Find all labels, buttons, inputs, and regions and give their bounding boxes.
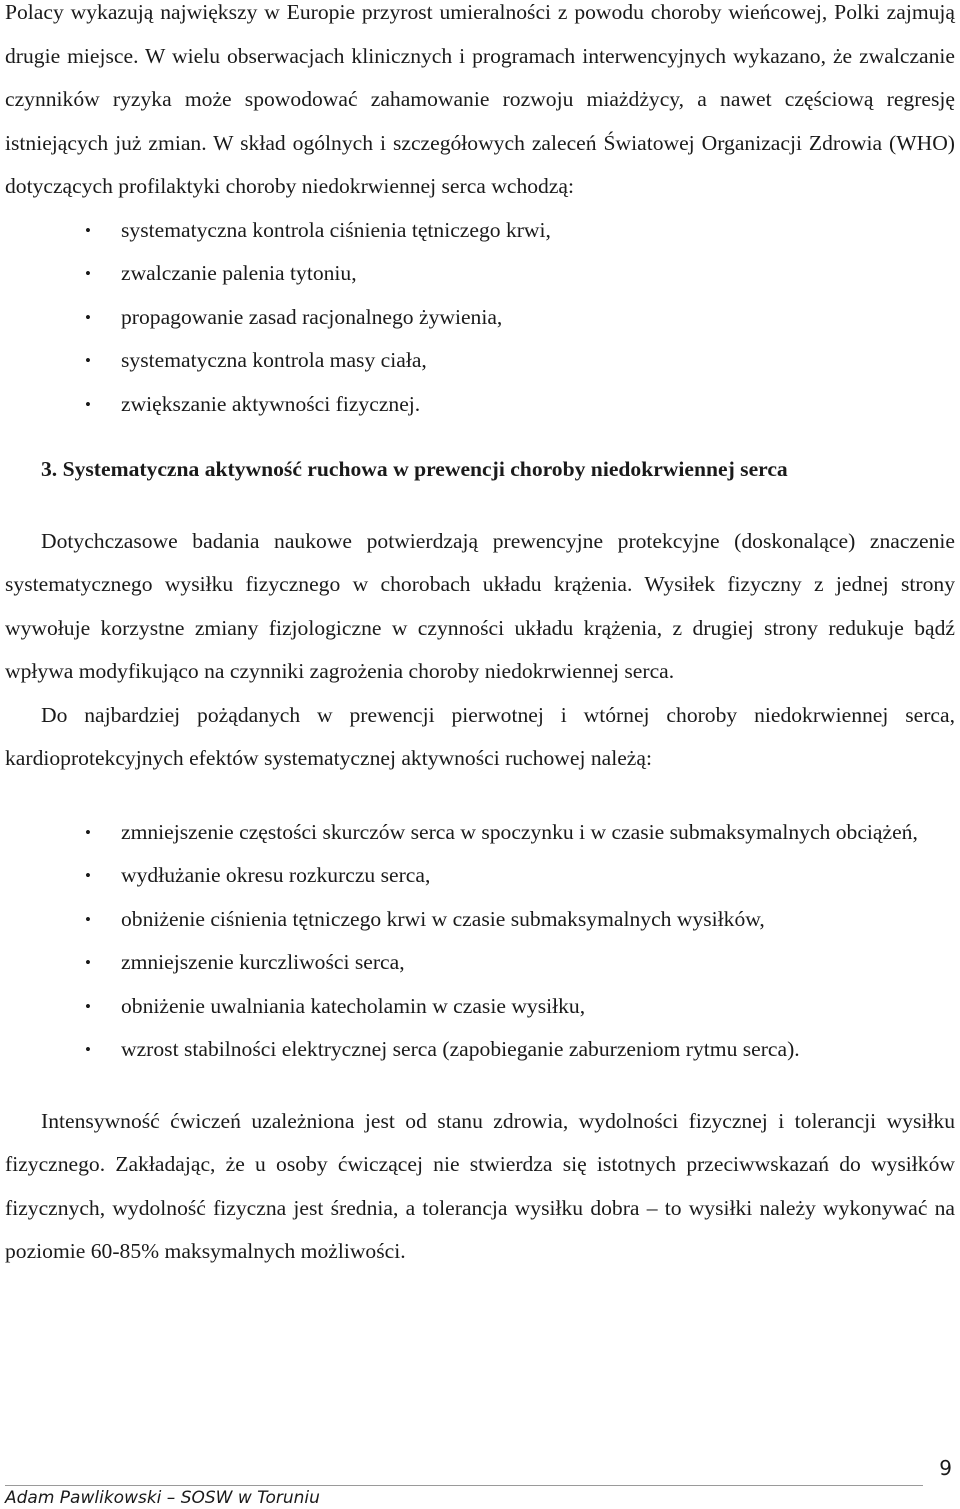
page-number: 9 — [939, 1456, 952, 1480]
list-item: • obniżenie uwalniania katecholamin w czasie wysiłku, — [5, 985, 955, 1029]
paragraph-research: Dotychczasowe badania naukowe potwierdzają prewencyjne protekcyjne (doskonalące) znaczenie systematycznego wysiłku fizycznego w chorobach układu krążenia. Wysiłek fizyczny z jednej strony wywołuje korzystne zmiany fizjologiczne w czynności układu krążenia, z drugiej strony redukuje bądź wpływa modyfikująco na czynniki zagrożenia choroby niedokrwiennej serca. — [5, 528, 955, 683]
footer-author: Adam Pawlikowski – SOSW w Toruniu — [5, 1488, 320, 1508]
paragraph-intensity: Intensywność ćwiczeń uzależniona jest od stanu zdrowia, wydolności fizycznej i tolerancji wysiłku fizycznego. Zakładając, że u osoby ćwiczącej nie stwierdza się istotnych przeciwwskazań do wysiłków fizycznych, wydolność fizyczna jest średnia, a tolerancja wysiłku dobra – to wysiłki należy wykonywać na poziomie 60-85% maksymalnych możliwości. — [5, 1108, 955, 1263]
document-page — [5, 0, 955, 1274]
cardioprotective-effects-list — [5, 811, 955, 1072]
list-item: • systematyczna kontrola ciśnienia tętniczego krwi, — [5, 209, 955, 253]
bullet-icon: • — [85, 866, 91, 885]
list-item: • wydłużanie okresu rozkurczu serca, — [5, 854, 955, 898]
list-item: • zmniejszenie kurczliwości serca, — [5, 941, 955, 985]
list-item: • zwiększanie aktywności fizycznej. — [5, 383, 955, 427]
list-item: • wzrost stabilności elektrycznej serca (zapobieganie zaburzeniom rytmu serca). — [5, 1028, 955, 1072]
list-item: • zmniejszenie częstości skurczów serca w spoczynku i w czasie submaksymalnych obciążeń, — [5, 811, 955, 855]
bullet-icon: • — [85, 909, 91, 929]
bullet-icon: • — [85, 394, 91, 414]
footer-divider — [5, 1485, 923, 1486]
paragraph-effects: Do najbardziej pożądanych w prewencji pierwotnej i wtórnej choroby niedokrwiennej serca, kardioprotekcyjnych efektów systematycznej aktywności ruchowej należą: — [5, 702, 955, 770]
paragraph-intro: Polacy wykazują największy w Europie przyrost umieralności z powodu choroby wieńcowej, Polki zajmują drugie miejsce. W wielu obserwacjach klinicznych i programach interwencyjnych wykazano, że zwalczanie czynników ryzyka może spowodować zahamowanie rozwoju miażdżycy, a nawet częściową regresję istniejących już zmian. W skład ogólnych i szczegółowych zaleceń Światowej Organizacji Zdrowia (WHO) dotyczących profilaktyki choroby niedokrwiennej serca wchodzą: — [5, 0, 955, 198]
list-item: • propagowanie zasad racjonalnego żywienia, — [5, 296, 955, 340]
bullet-icon: • — [85, 996, 91, 1016]
who-recommendations-list — [5, 209, 955, 427]
bullet-icon: • — [85, 822, 91, 842]
section-heading: 3. Systematyczna aktywność ruchowa w prewencji choroby niedokrwiennej serca — [41, 457, 788, 481]
bullet-icon: • — [85, 307, 91, 327]
bullet-icon: • — [85, 264, 91, 283]
bullet-icon: • — [85, 220, 91, 240]
bullet-icon: • — [85, 953, 91, 972]
list-item: • systematyczna kontrola masy ciała, — [5, 339, 955, 383]
bullet-icon: • — [85, 1040, 91, 1059]
bullet-icon: • — [85, 351, 91, 370]
list-item: • zwalczanie palenia tytoniu, — [5, 252, 955, 296]
list-item: • obniżenie ciśnienia tętniczego krwi w czasie submaksymalnych wysiłków, — [5, 898, 955, 942]
